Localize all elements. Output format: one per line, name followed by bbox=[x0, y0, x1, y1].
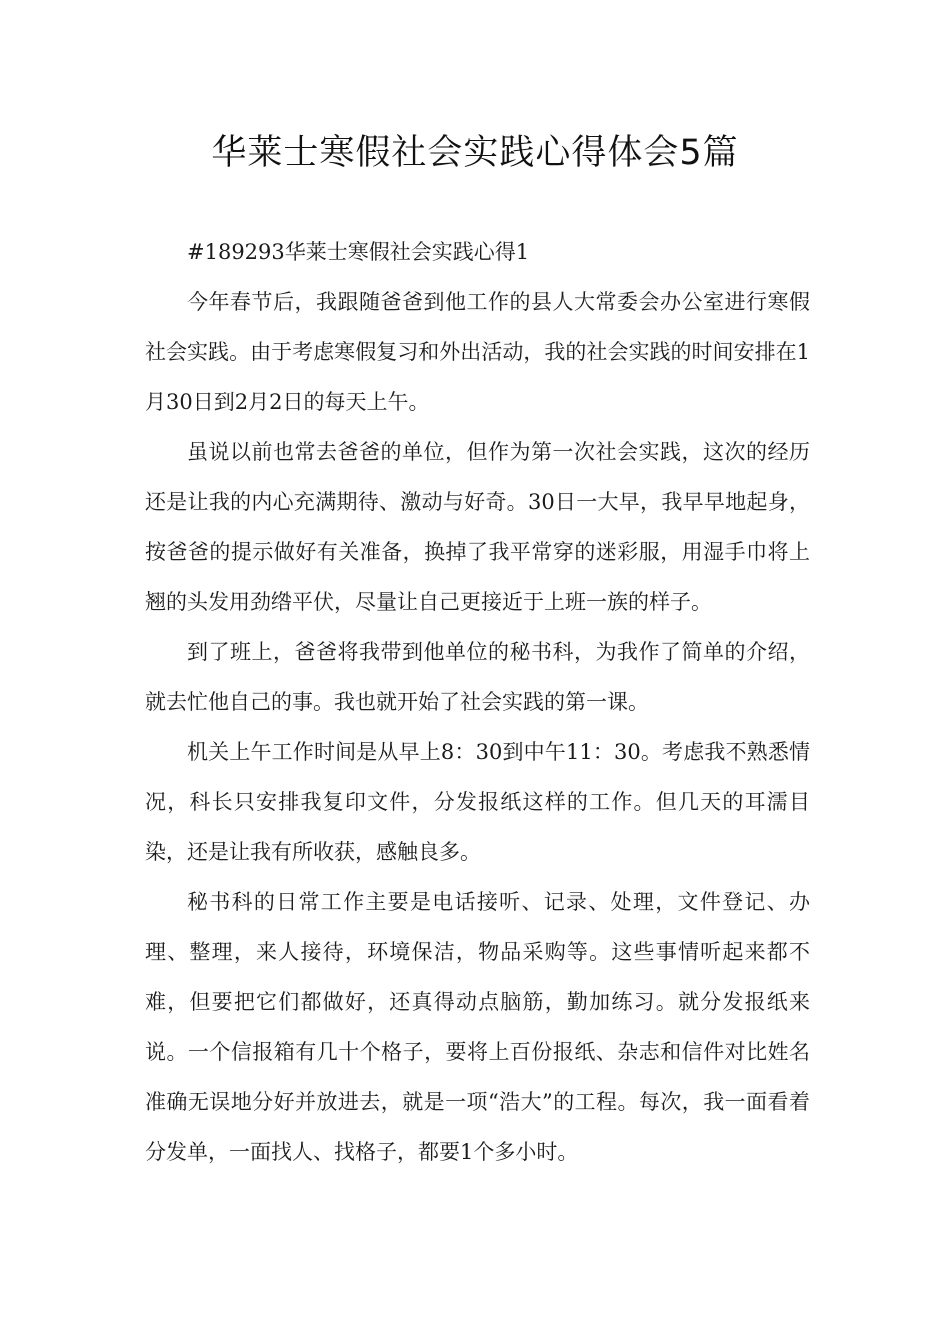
paragraph: 到了班上，爸爸将我带到他单位的秘书科，为我作了简单的介绍，就去忙他自己的事。我也就开始了社会实践的第一课。 bbox=[145, 640, 810, 714]
document-body bbox=[145, 227, 810, 1177]
paragraph: 虽说以前也常去爸爸的单位，但作为第一次社会实践，这次的经历还是让我的内心充满期待、激动与好奇。30日一大早，我早早地起身，按爸爸的提示做好有关准备，换掉了我平常穿的迷彩服，用湿手巾将上翘的头发用劲绺平伏，尽量让自己更接近于上班一族的样子。 bbox=[145, 440, 810, 614]
paragraph: 机关上午工作时间是从早上8：30到中午11：30。考虑我不熟悉情况，科长只安排我复印文件，分发报纸这样的工作。但几天的耳濡目染，还是让我有所收获，感触良多。 bbox=[145, 740, 810, 864]
document-title: 华莱士寒假社会实践心得体会5篇 bbox=[211, 133, 739, 173]
section-heading: #189293华莱士寒假社会实践心得1 bbox=[187, 240, 530, 264]
paragraph: 秘书科的日常工作主要是电话接听、记录、处理，文件登记、办理、整理，来人接待，环境保洁，物品采购等。这些事情听起来都不难，但要把它们都做好，还真得动点脑筋，勤加练习。就分发报纸来说。一个信报箱有几十个格子，要将上百份报纸、杂志和信件对比姓名准确无误地分好并放进去，就是一项“浩大”的工程。每次，我一面看着分发单，一面找人、找格子，都要1个多小时。 bbox=[145, 890, 810, 1164]
paragraph: 今年春节后，我跟随爸爸到他工作的县人大常委会办公室进行寒假社会实践。由于考虑寒假复习和外出活动，我的社会实践的时间安排在1月30日到2月2日的每天上午。 bbox=[145, 290, 810, 414]
